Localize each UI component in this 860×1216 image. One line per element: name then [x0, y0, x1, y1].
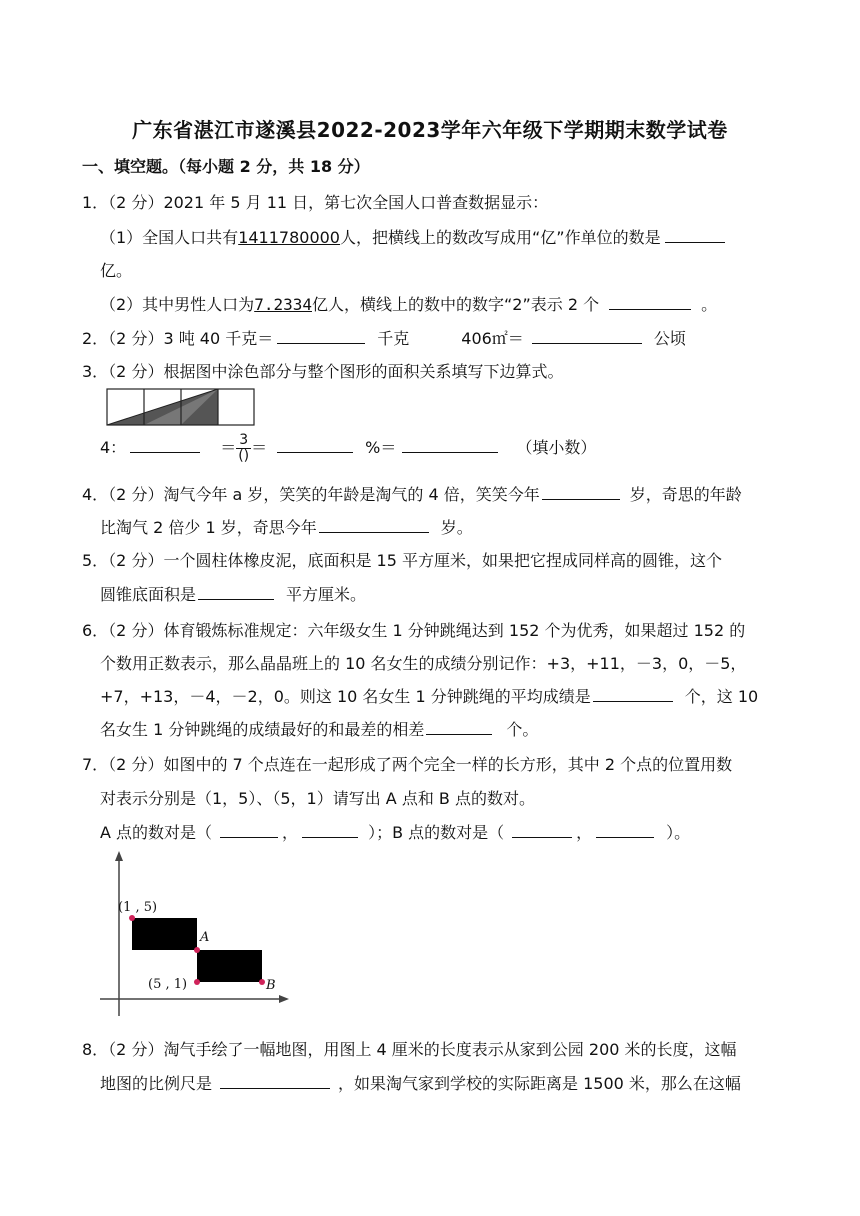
label-5-1: (5 , 1)	[148, 977, 188, 992]
answer-blank[interactable]	[542, 485, 620, 500]
question-3-formula: 4： ＝ $\frac{3}{()}$ ＝ %＝ （填小数）	[100, 432, 597, 464]
point-a	[194, 947, 200, 953]
point-b	[259, 979, 265, 985]
question-6-line-4: 名女生 1 分钟跳绳的成绩最好的和最差的相差 个。	[100, 720, 539, 739]
question-4-line-2: 比淘气 2 倍少 1 岁，奇思今年 岁。	[100, 518, 473, 537]
question-3-text: 3．（2 分）根据图中涂色部分与整个图形的面积关系填写下边算式。	[82, 362, 564, 381]
answer-blank[interactable]	[220, 1074, 330, 1089]
underlined-number: 7.2334	[254, 295, 312, 314]
rectangle-2	[197, 950, 262, 982]
question-1-part-1-end: 亿。	[100, 261, 133, 280]
answer-blank[interactable]	[198, 585, 274, 600]
coordinate-graph	[96, 850, 292, 1022]
question-7-line-2: 对表示分别是（1，5）、（5，1）请写出 A 点和 B 点的数对。	[100, 789, 535, 808]
question-6-line-2: 个数用正数表示，那么晶晶班上的 10 名女生的成绩分别记作：+3，+11，－3，0，－5，	[100, 654, 747, 673]
question-7-line-3: A 点的数对是（ ， ）；B 点的数对是（ ， ）。	[100, 823, 691, 842]
answer-blank[interactable]	[609, 295, 691, 310]
point-1-5	[129, 915, 135, 921]
answer-blank[interactable]	[665, 228, 725, 243]
answer-blank[interactable]	[220, 823, 278, 838]
answer-blank[interactable]	[277, 438, 353, 453]
page-title: 广东省湛江市遂溪县2022-2023学年六年级下学期期末数学试卷	[132, 118, 728, 142]
question-6-line-3: +7，+13，－4，－2，0。则这 10 名女生 1 分钟跳绳的平均成绩是 个，这 10	[100, 687, 759, 706]
label-1-5: (1 , 5)	[118, 900, 158, 915]
shaded-rectangle-figure	[106, 388, 256, 426]
label-b: B	[266, 978, 276, 993]
answer-blank[interactable]	[593, 687, 673, 702]
answer-blank[interactable]	[319, 518, 429, 533]
question-8-line-1: 8．（2 分）淘气手绘了一幅地图，用图上 4 厘米的长度表示从家到公园 200 米的长度，这幅	[82, 1040, 737, 1059]
question-2: 2．（2 分）3 吨 40 千克＝ 千克 406㎡＝ 公顷	[82, 329, 686, 348]
question-4-line-1: 4．（2 分）淘气今年 a 岁，笑笑的年龄是淘气的 4 倍，笑笑今年 岁，奇思的年龄	[82, 485, 742, 504]
question-1-part-1: （1）全国人口共有1411780000人，把横线上的数改写成用“亿”作单位的数是	[100, 225, 729, 248]
answer-blank[interactable]	[402, 438, 498, 453]
answer-blank[interactable]	[596, 823, 654, 838]
x-axis-arrow	[279, 995, 289, 1003]
y-axis-arrow	[115, 851, 123, 861]
section-heading: 一、填空题。（每小题 2 分，共 18 分）	[82, 157, 370, 176]
answer-blank[interactable]	[532, 329, 642, 344]
fraction: $\frac{3}{()}$	[238, 432, 250, 464]
answer-blank[interactable]	[130, 438, 200, 453]
underlined-number: 1411780000	[238, 228, 340, 247]
question-5-line-2: 圆锥底面积是 平方厘米。	[100, 585, 367, 604]
question-5-line-1: 5．（2 分）一个圆柱体橡皮泥，底面积是 15 平方厘米，如果把它捏成同样高的圆锥，这个	[82, 551, 722, 570]
question-1-part-2: （2）其中男性人口为7.2334亿人，横线上的数中的数字“2”表示 2 个 。	[100, 295, 718, 314]
question-6-line-1: 6．（2 分）体育锻炼标准规定：六年级女生 1 分钟跳绳达到 152 个为优秀，如果超过 152 的	[82, 621, 746, 640]
point-5-1	[194, 979, 200, 985]
question-8-line-2: 地图的比例尺是 ，如果淘气家到学校的实际距离是 1500 米，那么在这幅	[100, 1074, 741, 1093]
answer-blank[interactable]	[512, 823, 572, 838]
answer-blank[interactable]	[302, 823, 358, 838]
answer-blank[interactable]	[277, 329, 365, 344]
label-a: A	[200, 930, 210, 945]
rectangle-1	[132, 918, 197, 950]
question-1-text: 1．（2 分）2021 年 5 月 11 日，第七次全国人口普查数据显示：	[82, 193, 549, 212]
question-7-line-1: 7．（2 分）如图中的 7 个点连在一起形成了两个完全一样的长方形，其中 2 个点的位置用数	[82, 755, 733, 774]
answer-blank[interactable]	[426, 720, 492, 735]
